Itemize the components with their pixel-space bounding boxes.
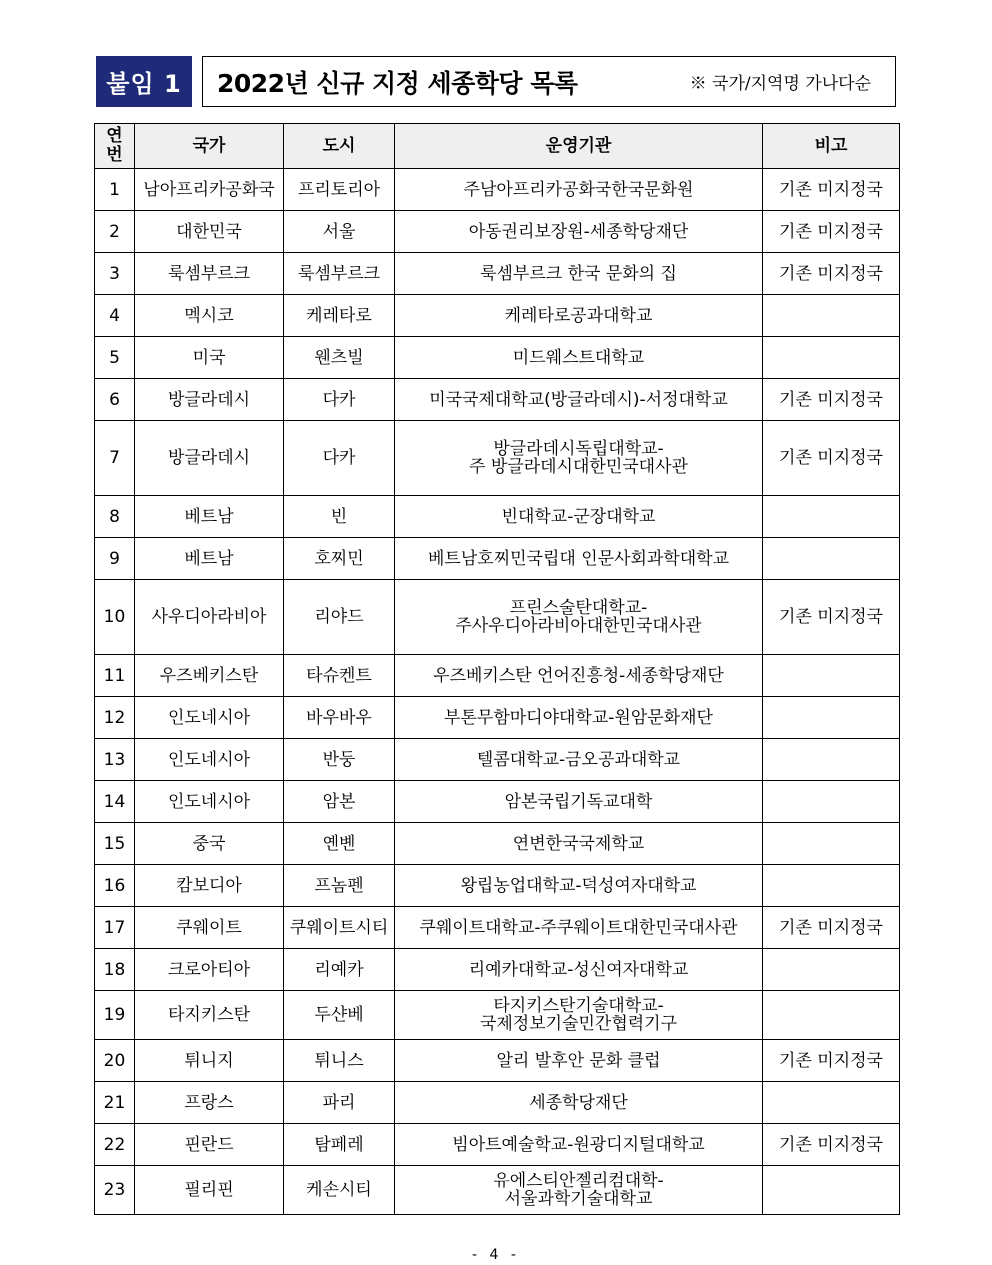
cell-organization bbox=[395, 1082, 763, 1124]
cell-remark bbox=[763, 295, 900, 337]
cell-remark: 기존 미지정국 bbox=[763, 421, 900, 496]
cell-number: 11 bbox=[95, 655, 135, 697]
cell-remark bbox=[763, 865, 900, 907]
cell-country: 튀니지 bbox=[135, 1040, 284, 1082]
title-box bbox=[202, 56, 896, 107]
organization-line: 타지키스탄기술대학교- bbox=[493, 996, 664, 1016]
cell-remark: 기존 미지정국 bbox=[763, 211, 900, 253]
cell-number: 17 bbox=[95, 907, 135, 949]
cell-country: 인도네시아 bbox=[135, 781, 284, 823]
cell-remark bbox=[763, 1166, 900, 1215]
cell-organization bbox=[395, 907, 763, 949]
organization-line: 주남아프리카공화국한국문화원 bbox=[463, 179, 694, 200]
cell-organization bbox=[395, 538, 763, 580]
cell-organization bbox=[395, 823, 763, 865]
cell-remark bbox=[763, 823, 900, 865]
cell-country: 프랑스 bbox=[135, 1082, 284, 1124]
cell-organization bbox=[395, 421, 763, 496]
cell-city: 호찌민 bbox=[284, 538, 395, 580]
cell-country: 사우디아라비아 bbox=[135, 580, 284, 655]
cell-number: 19 bbox=[95, 991, 135, 1040]
cell-city: 바우바우 bbox=[284, 697, 395, 739]
cell-number: 10 bbox=[95, 580, 135, 655]
cell-city: 서울 bbox=[284, 211, 395, 253]
cell-organization bbox=[395, 781, 763, 823]
cell-country: 멕시코 bbox=[135, 295, 284, 337]
organization-line: 베트남호찌민국립대 인문사회과학대학교 bbox=[428, 548, 729, 569]
cell-number: 2 bbox=[95, 211, 135, 253]
cell-remark bbox=[763, 949, 900, 991]
cell-remark bbox=[763, 655, 900, 697]
cell-city: 파리 bbox=[284, 1082, 395, 1124]
organization-line: 아동권리보장원-세종학당재단 bbox=[468, 221, 689, 242]
cell-city: 타슈켄트 bbox=[284, 655, 395, 697]
column-header-country: 국가 bbox=[135, 124, 284, 169]
organization-line: 케레타로공과대학교 bbox=[504, 305, 653, 326]
cell-city: 케손시티 bbox=[284, 1166, 395, 1215]
cell-remark bbox=[763, 697, 900, 739]
cell-city: 리야드 bbox=[284, 580, 395, 655]
cell-number: 18 bbox=[95, 949, 135, 991]
cell-organization bbox=[395, 1040, 763, 1082]
table-row bbox=[95, 295, 900, 337]
cell-number: 1 bbox=[95, 169, 135, 211]
cell-country: 필리핀 bbox=[135, 1166, 284, 1215]
cell-country: 크로아티아 bbox=[135, 949, 284, 991]
cell-country: 인도네시아 bbox=[135, 739, 284, 781]
cell-city: 룩셈부르크 bbox=[284, 253, 395, 295]
cell-city: 프리토리아 bbox=[284, 169, 395, 211]
cell-country: 인도네시아 bbox=[135, 697, 284, 739]
organization-line: 쿠웨이트대학교-주쿠웨이트대한민국대사관 bbox=[419, 917, 738, 938]
cell-number: 4 bbox=[95, 295, 135, 337]
cell-country: 중국 bbox=[135, 823, 284, 865]
cell-city: 빈 bbox=[284, 496, 395, 538]
cell-number: 9 bbox=[95, 538, 135, 580]
cell-remark: 기존 미지정국 bbox=[763, 169, 900, 211]
cell-number: 7 bbox=[95, 421, 135, 496]
cell-city: 다카 bbox=[284, 379, 395, 421]
organization-line: 국제정보기술민간협력기구 bbox=[479, 1014, 678, 1034]
cell-city: 프놈펜 bbox=[284, 865, 395, 907]
cell-organization bbox=[395, 337, 763, 379]
cell-organization bbox=[395, 1166, 763, 1215]
cell-organization bbox=[395, 655, 763, 697]
column-header-city: 도시 bbox=[284, 124, 395, 169]
organization-line: 암본국립기독교대학 bbox=[504, 791, 653, 812]
cell-country: 핀란드 bbox=[135, 1124, 284, 1166]
cell-organization bbox=[395, 697, 763, 739]
cell-remark bbox=[763, 337, 900, 379]
cell-country: 캄보디아 bbox=[135, 865, 284, 907]
cell-city: 다카 bbox=[284, 421, 395, 496]
cell-country: 남아프리카공화국 bbox=[135, 169, 284, 211]
cell-remark: 기존 미지정국 bbox=[763, 379, 900, 421]
organization-line: 주 방글라데시대한민국대사관 bbox=[469, 457, 688, 477]
organization-line: 주사우디아라비아대한민국대사관 bbox=[455, 616, 702, 636]
organization-line: 방글라데시독립대학교- bbox=[493, 439, 664, 459]
cell-country: 베트남 bbox=[135, 496, 284, 538]
organization-line: 우즈베키스탄 언어진흥청-세종학당재단 bbox=[433, 665, 724, 686]
table-row bbox=[95, 655, 900, 697]
cell-country: 방글라데시 bbox=[135, 421, 284, 496]
cell-number: 22 bbox=[95, 1124, 135, 1166]
cell-remark bbox=[763, 991, 900, 1040]
table-row bbox=[95, 697, 900, 739]
cell-organization bbox=[395, 865, 763, 907]
cell-remark: 기존 미지정국 bbox=[763, 907, 900, 949]
cell-number: 3 bbox=[95, 253, 135, 295]
cell-number: 21 bbox=[95, 1082, 135, 1124]
table-row bbox=[95, 781, 900, 823]
cell-number: 23 bbox=[95, 1166, 135, 1215]
table-header-row bbox=[95, 124, 900, 169]
cell-city: 옌볜 bbox=[284, 823, 395, 865]
cell-number: 5 bbox=[95, 337, 135, 379]
sort-note: ※ 국가/지역명 가나다순 bbox=[689, 74, 871, 94]
cell-organization bbox=[395, 211, 763, 253]
cell-city: 리예카 bbox=[284, 949, 395, 991]
cell-country: 대한민국 bbox=[135, 211, 284, 253]
organization-line: 룩셈부르크 한국 문화의 집 bbox=[480, 263, 677, 284]
cell-country: 쿠웨이트 bbox=[135, 907, 284, 949]
cell-number: 13 bbox=[95, 739, 135, 781]
column-header-organization: 운영기관 bbox=[395, 124, 763, 169]
table-row bbox=[95, 496, 900, 538]
organization-line: 프린스술탄대학교- bbox=[509, 598, 648, 618]
organization-line: 왕립농업대학교-덕성여자대학교 bbox=[460, 875, 697, 896]
cell-city: 케레타로 bbox=[284, 295, 395, 337]
column-header-remark: 비고 bbox=[763, 124, 900, 169]
organization-line: 텔콤대학교-금오공과대학교 bbox=[476, 749, 681, 770]
cell-remark: 기존 미지정국 bbox=[763, 1124, 900, 1166]
cell-country: 우즈베키스탄 bbox=[135, 655, 284, 697]
table-row bbox=[95, 580, 900, 655]
cell-remark bbox=[763, 538, 900, 580]
page-number: - 4 - bbox=[472, 1247, 520, 1263]
cell-remark: 기존 미지정국 bbox=[763, 1040, 900, 1082]
cell-remark: 기존 미지정국 bbox=[763, 253, 900, 295]
cell-number: 12 bbox=[95, 697, 135, 739]
organization-line: 알리 발후안 문화 클럽 bbox=[496, 1050, 661, 1071]
table-row bbox=[95, 538, 900, 580]
cell-country: 타지키스탄 bbox=[135, 991, 284, 1040]
document-title: 2022년 신규 지정 세종학당 목록 bbox=[217, 68, 578, 98]
cell-organization bbox=[395, 580, 763, 655]
table-row bbox=[95, 337, 900, 379]
organization-line: 미국국제대학교(방글라데시)-서정대학교 bbox=[429, 389, 728, 410]
organization-line: 빈대학교-군장대학교 bbox=[501, 506, 656, 527]
cell-number: 8 bbox=[95, 496, 135, 538]
cell-number: 14 bbox=[95, 781, 135, 823]
table-row bbox=[95, 991, 900, 1040]
table-row bbox=[95, 907, 900, 949]
cell-organization bbox=[395, 991, 763, 1040]
column-header-number: 연 번 bbox=[95, 124, 135, 169]
cell-organization bbox=[395, 169, 763, 211]
organization-line: 유에스티안젤리컴대학- bbox=[493, 1171, 664, 1191]
cell-city: 웬츠빌 bbox=[284, 337, 395, 379]
cell-country: 방글라데시 bbox=[135, 379, 284, 421]
organization-line: 미드웨스트대학교 bbox=[512, 347, 645, 368]
table-row bbox=[95, 1166, 900, 1215]
cell-country: 베트남 bbox=[135, 538, 284, 580]
table-row bbox=[95, 1124, 900, 1166]
academy-list-table bbox=[94, 123, 900, 1215]
cell-number: 20 bbox=[95, 1040, 135, 1082]
cell-remark bbox=[763, 496, 900, 538]
cell-organization bbox=[395, 295, 763, 337]
table-row bbox=[95, 211, 900, 253]
table-row bbox=[95, 823, 900, 865]
organization-line: 세종학당재단 bbox=[529, 1092, 628, 1113]
table-row bbox=[95, 865, 900, 907]
cell-remark bbox=[763, 739, 900, 781]
cell-organization bbox=[395, 739, 763, 781]
cell-organization bbox=[395, 949, 763, 991]
table-row bbox=[95, 421, 900, 496]
table-row bbox=[95, 739, 900, 781]
cell-organization bbox=[395, 496, 763, 538]
attachment-badge: 붙임 1 bbox=[96, 56, 192, 107]
table-row bbox=[95, 1040, 900, 1082]
cell-city: 반둥 bbox=[284, 739, 395, 781]
cell-number: 6 bbox=[95, 379, 135, 421]
cell-city: 튀니스 bbox=[284, 1040, 395, 1082]
cell-organization bbox=[395, 379, 763, 421]
cell-city: 암본 bbox=[284, 781, 395, 823]
cell-country: 룩셈부르크 bbox=[135, 253, 284, 295]
table-row bbox=[95, 253, 900, 295]
organization-line: 서울과학기술대학교 bbox=[504, 1189, 653, 1209]
cell-remark bbox=[763, 1082, 900, 1124]
cell-number: 15 bbox=[95, 823, 135, 865]
organization-line: 연변한국국제학교 bbox=[512, 833, 645, 854]
organization-line: 리예카대학교-성신여자대학교 bbox=[468, 959, 689, 980]
cell-country: 미국 bbox=[135, 337, 284, 379]
cell-remark: 기존 미지정국 bbox=[763, 580, 900, 655]
table-row bbox=[95, 949, 900, 991]
table-row bbox=[95, 1082, 900, 1124]
table-row bbox=[95, 379, 900, 421]
cell-city: 탐페레 bbox=[284, 1124, 395, 1166]
organization-line: 부톤무함마디야대학교-원암문화재단 bbox=[444, 707, 713, 728]
cell-number: 16 bbox=[95, 865, 135, 907]
cell-city: 두샨베 bbox=[284, 991, 395, 1040]
cell-city: 쿠웨이트시티 bbox=[284, 907, 395, 949]
cell-remark bbox=[763, 781, 900, 823]
cell-organization bbox=[395, 1124, 763, 1166]
organization-line: 빔아트예술학교-원광디지털대학교 bbox=[452, 1134, 705, 1155]
cell-organization bbox=[395, 253, 763, 295]
table-row bbox=[95, 169, 900, 211]
